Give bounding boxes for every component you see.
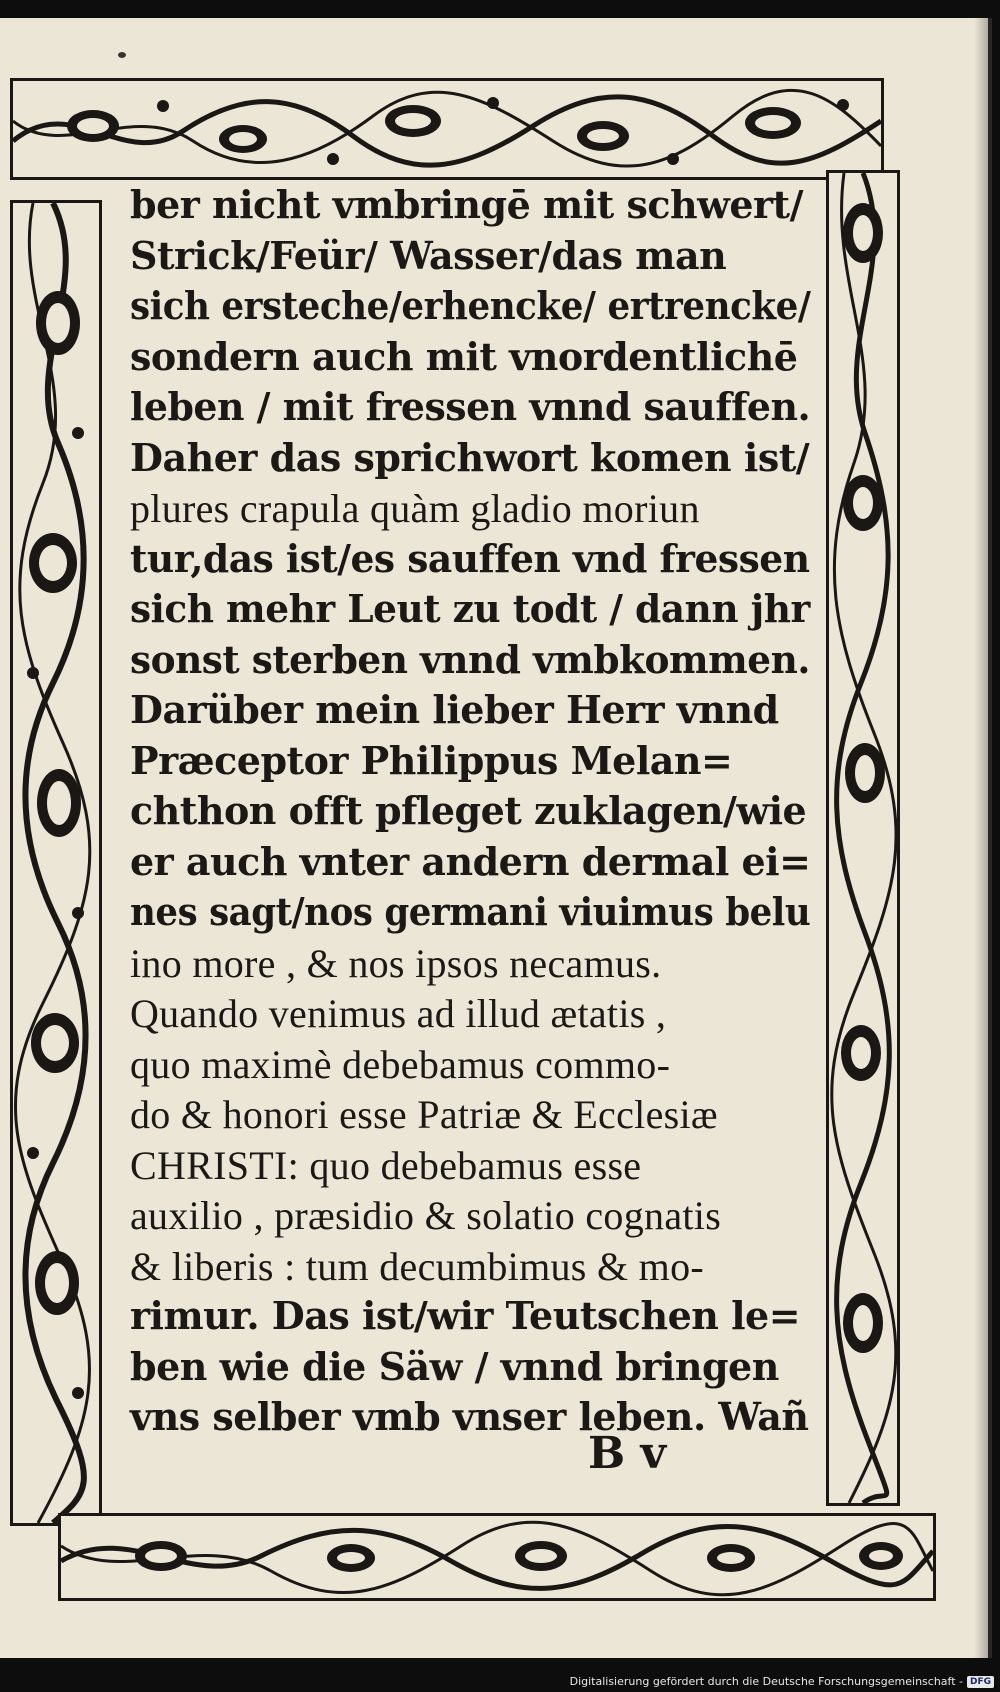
text-line: ino more , & nos ipsos necamus. xyxy=(130,940,662,986)
book-page xyxy=(0,18,992,1658)
text-line: leben / mit fressen vnnd sauffen. xyxy=(130,384,811,429)
text-line: sich ersteche/erhencke/ ertrencke/ xyxy=(130,283,811,328)
signature-mark: B v xyxy=(588,1428,667,1479)
text-line: & liberis : tum decumbimus & mo- xyxy=(130,1243,704,1289)
text-line: chthon offt pfleget zuklagen/wie xyxy=(130,788,807,833)
text-line: tur,das ist/es sauffen vnd fressen xyxy=(130,535,810,581)
text-line: sonst sterben vnnd vmbkommen. xyxy=(130,636,810,682)
text-line: nes sagt/nos germani viuimus belu xyxy=(130,889,811,934)
page-text xyxy=(118,178,818,1478)
text-line: plures crapula quàm gladio moriun xyxy=(130,486,700,531)
vine-ornament-icon xyxy=(829,173,897,1503)
text-line: do & honori esse Patriæ & Ecclesiæ xyxy=(130,1092,718,1137)
text-line: quo maximè debebamus commo- xyxy=(130,1041,671,1087)
text-line: vns selber vmb vnser leben. Wañ xyxy=(130,1394,809,1439)
vine-ornament-icon xyxy=(61,1516,933,1598)
text-line: auxilio , præsidio & solatio cognatis xyxy=(130,1193,722,1238)
vine-ornament-icon xyxy=(13,203,99,1523)
text-line: CHRISTI: quo debebamus esse xyxy=(130,1142,642,1188)
digitization-credit xyxy=(570,1675,994,1688)
ornamental-border-left xyxy=(10,200,102,1526)
text-line: ben wie die Säw / vnnd bringen xyxy=(130,1343,779,1389)
text-line: Quando venimus ad illud ætatis , xyxy=(130,991,667,1036)
dfg-logo-icon: DFG xyxy=(967,1676,994,1688)
text-line: Præceptor Philippus Melan= xyxy=(130,737,733,783)
ornamental-border-right xyxy=(826,170,900,1506)
text-line: rimur. Das ist/wir Teutschen le= xyxy=(130,1293,801,1338)
ornamental-border-top xyxy=(10,78,884,180)
text-line: sondern auch mit vnordentlichē xyxy=(130,333,798,379)
vine-ornament-icon xyxy=(13,81,881,177)
text-line: Strick/Feür/ Wasser/das man xyxy=(130,232,727,278)
credit-text: Digitalisierung gefördert durch die Deutsche Forschungsgemeinschaft - xyxy=(569,1675,963,1688)
text-line: sich mehr Leut zu todt / dann jhr xyxy=(130,586,810,631)
text-line: er auch vnter andern dermal ei= xyxy=(130,838,811,884)
text-line: Daher das sprichwort komen ist/ xyxy=(130,434,810,480)
text-line: ber nicht vmbringē mit schwert/ xyxy=(130,182,803,227)
ink-smudge xyxy=(118,52,126,58)
text-line: Darüber mein lieber Herr vnnd xyxy=(130,687,779,732)
ornamental-border-bottom xyxy=(58,1513,936,1601)
page-gutter-shadow xyxy=(974,18,988,1658)
